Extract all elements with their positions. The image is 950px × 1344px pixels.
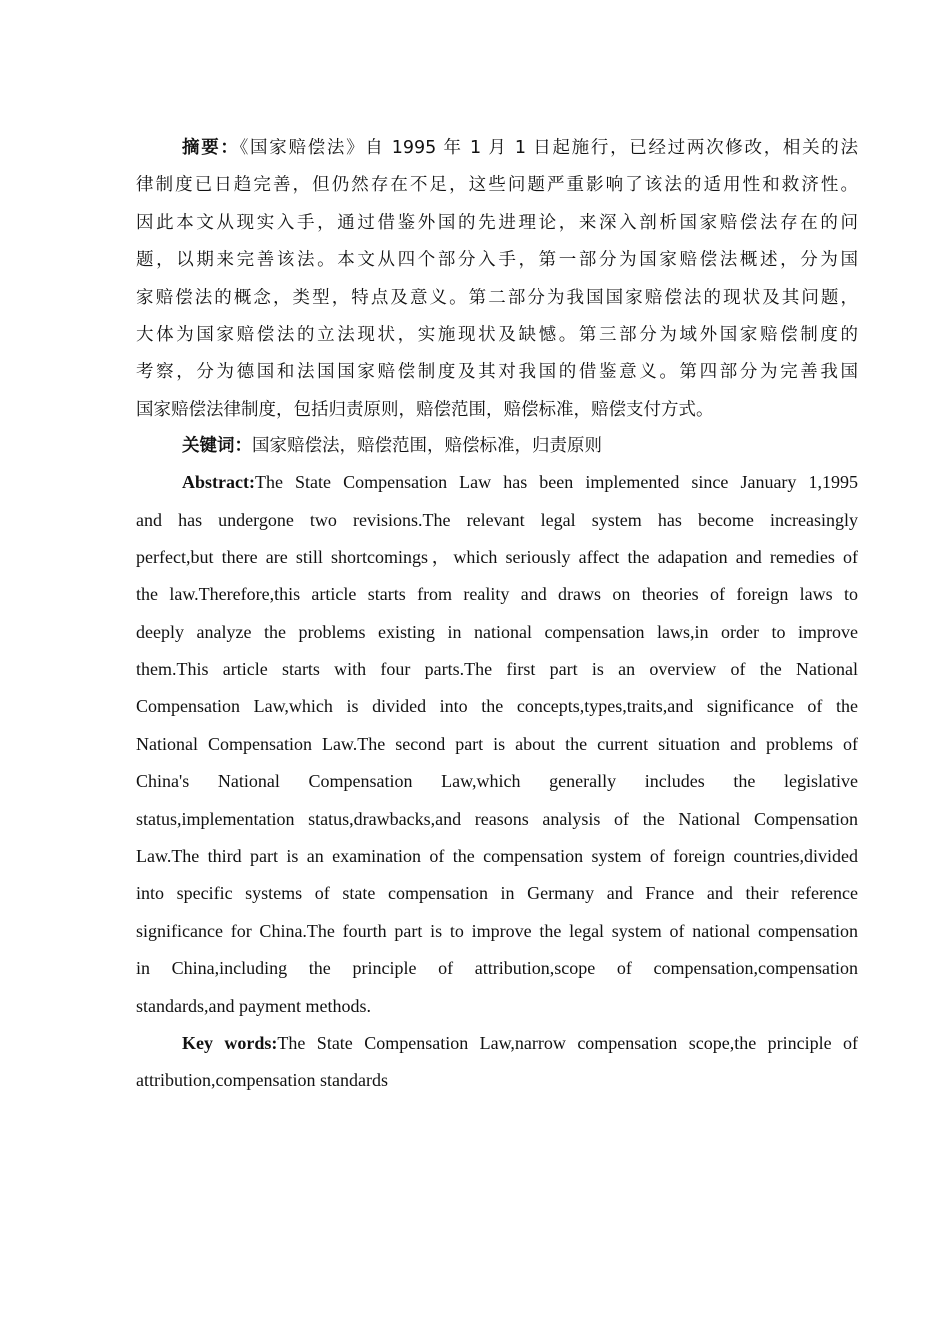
- text-line: Law.The third part is an examination of the compensation system of foreign countries,divided: [136, 846, 858, 867]
- text-line: Key words:The State Compensation Law,narrow compensation scope,the principle of: [182, 1032, 858, 1053]
- english-keywords: [136, 1025, 858, 1100]
- text-line: into specific systems of state compensation in Germany and France and their reference: [136, 883, 858, 904]
- text-line: 因此本文从现实入手，通过借鉴外国的先进理论，来深入剖析国家赔偿法存在的问: [136, 212, 858, 233]
- text-line: 摘要：《国家赔偿法》自 1995 年 1 月 1 日起施行，已经过两次修改，相关的法: [182, 138, 858, 158]
- text-line: Compensation Law,which is divided into the concepts,types,traits,and significance of the: [136, 696, 858, 717]
- text-line: 家赔偿法的概念，类型，特点及意义。第二部分为我国国家赔偿法的现状及其问题，: [136, 287, 858, 308]
- text-line: Abstract:The State Compensation Law has been implemented since January 1,1995: [182, 472, 858, 493]
- text-line: them.This article starts with four parts.The first part is an overview of the National: [136, 659, 858, 680]
- document-page: [136, 130, 858, 1100]
- text-line: China's National Compensation Law,which generally includes the legislative: [136, 771, 858, 792]
- text-line: the law.Therefore,this article starts from reality and draws on theories of foreign laws to: [136, 584, 858, 605]
- text-line: 大体为国家赔偿法的立法现状，实施现状及缺憾。第三部分为域外国家赔偿制度的: [136, 324, 858, 345]
- text-line: attribution,compensation standards: [136, 1070, 388, 1091]
- text-line: 题，以期来完善该法。本文从四个部分入手，第一部分为国家赔偿法概述，分为国: [136, 250, 858, 271]
- text-line: significance for China.The fourth part is to improve the legal system of national compensation: [136, 920, 858, 941]
- abstract-label-en: Abstract:: [182, 472, 255, 493]
- text-line: National Compensation Law.The second part is about the current situation and problems of: [136, 733, 858, 754]
- text-line: and has undergone two revisions.The relevant legal system has become increasingly: [136, 509, 858, 530]
- text-line: 律制度已日趋完善，但仍然存在不足，这些问题严重影响了该法的适用性和救济性。: [136, 175, 858, 196]
- english-abstract: [136, 464, 858, 1025]
- text-line: status,implementation status,drawbacks,and reasons analysis of the National Compensation: [136, 808, 858, 829]
- text-line: 国家赔偿法律制度，包括归责原则，赔偿范围，赔偿标准，赔偿支付方式。: [136, 399, 714, 420]
- text-line: 关键词：国家赔偿法，赔偿范围，赔偿标准，归责原则: [182, 436, 602, 457]
- keywords-label-en: Key words:: [182, 1032, 278, 1053]
- abstract-label-cn: 摘要：: [182, 138, 240, 158]
- chinese-keywords: [136, 429, 858, 464]
- keywords-label-cn: 关键词：: [182, 436, 252, 457]
- chinese-abstract: [136, 130, 858, 429]
- text-line: perfect,but there are still shortcomings，which seriously affect the adapation and remedies of: [136, 546, 858, 567]
- text-line: standards,and payment methods.: [136, 995, 371, 1016]
- text-line: in China,including the principle of attribution,scope of compensation,compensation: [136, 958, 858, 979]
- text-line: 考察，分为德国和法国国家赔偿制度及其对我国的借鉴意义。第四部分为完善我国: [136, 362, 858, 383]
- text-line: deeply analyze the problems existing in national compensation laws,in order to improve: [136, 621, 858, 642]
